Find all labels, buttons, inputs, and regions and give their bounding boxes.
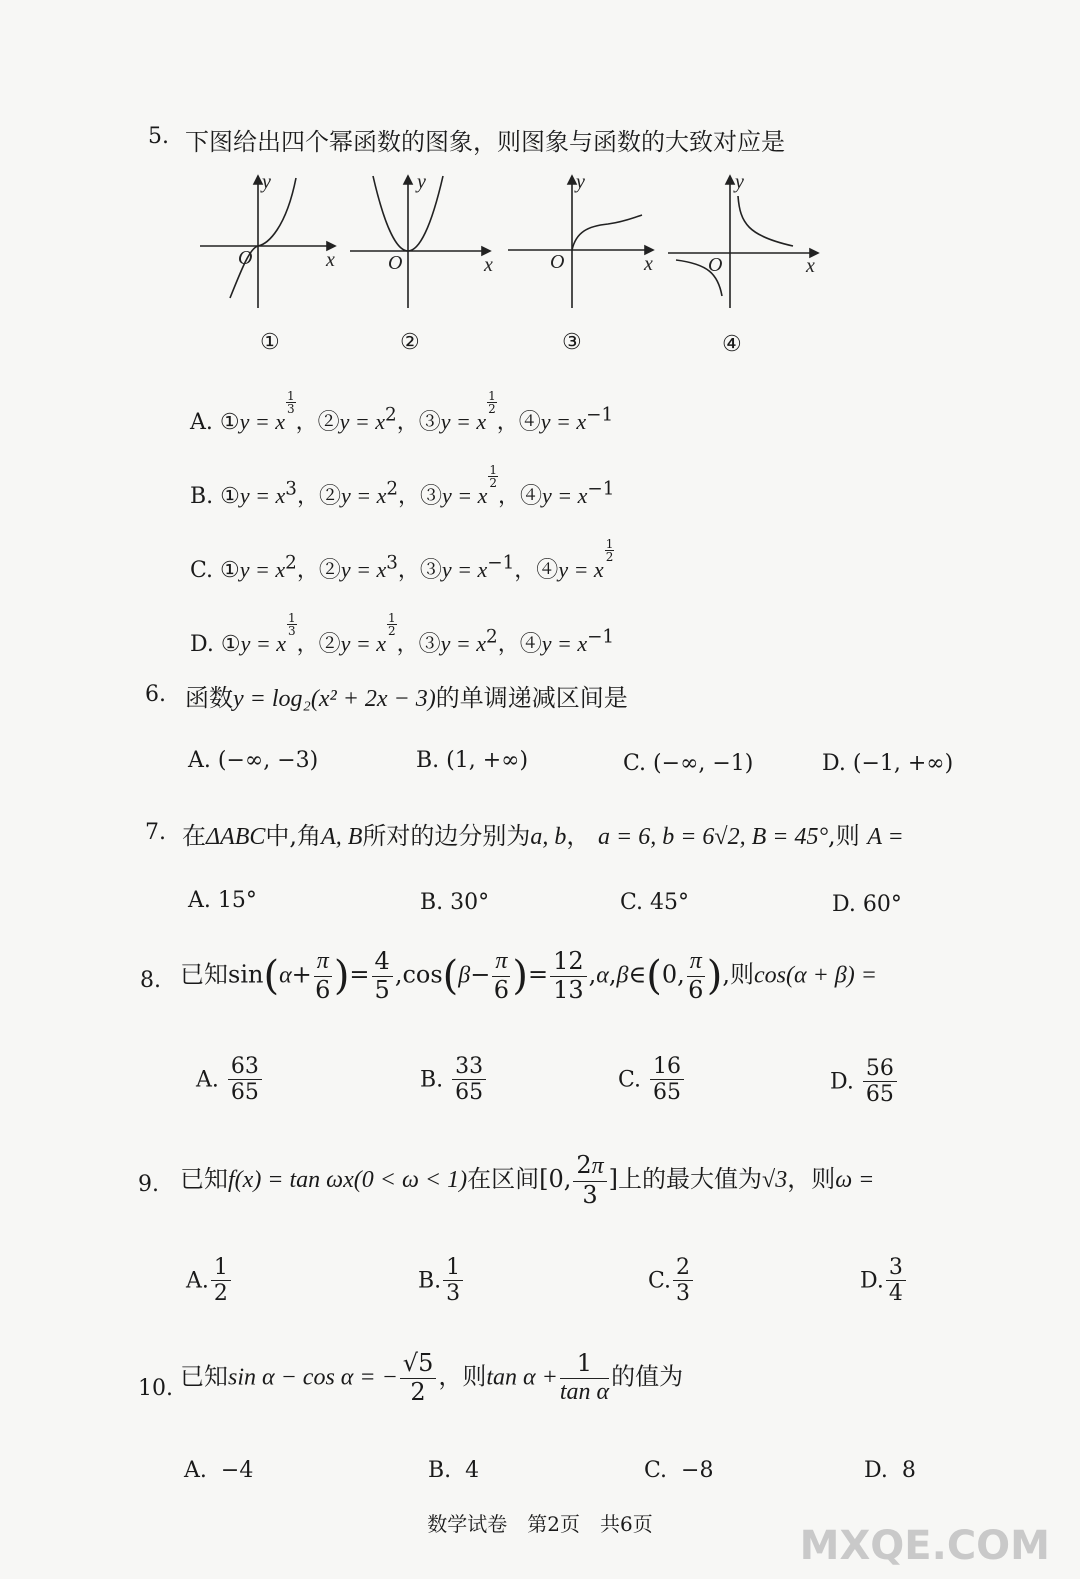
power-function-graphs [190,168,840,318]
question-6-stem: 函数y = log₂(x² + 2x − 3)的单调递减区间是 [185,684,628,712]
question-5-number: 5. [148,124,169,149]
graph-3-label: ③ [562,330,582,355]
question-5-stem: 下图给出四个幂函数的图象，则图象与函数的大致对应是 [185,128,785,156]
option-label: B. [190,484,214,509]
q9-option-d[interactable]: D. $\frac{3}{4}$ [860,1255,908,1307]
watermark: MXQE.COM [799,1523,1050,1569]
graph-1-x-label: x [326,249,335,271]
question-10-stem: 已知sin α − cos α = − $\frac{√5}{2}$ ，则tan α + $\frac{1}{\text{tan α}}$ 的值为 [180,1349,684,1406]
q7-option-d[interactable]: D. 60° [832,892,902,917]
q7-option-b[interactable]: B. 30° [420,890,490,915]
graph-3-origin: O [550,251,565,273]
q6-option-b[interactable]: B. (1, +∞) [416,748,529,773]
page-footer: 数学试卷 第2页 共6页 [427,1512,653,1536]
question-8-stem: 已知sin(α+ $\frac{\pi}{6}$ )= $\frac{4}{5}$ ,cos(β− $\frac{\pi}{6}$ )= $\frac{12}{13}$ ,α,β∈(0, $\frac{\pi}{6}$ ),则cos(α + β) = [180,947,877,1004]
q10-option-b[interactable]: B. 4 [428,1458,480,1483]
graph-1-label: ① [260,330,280,355]
q8-option-a[interactable]: A. $\frac{63}{65}$ [196,1054,264,1106]
q5-option-d[interactable]: D. ①y = x $\frac{1}{3}$ ，②y = x $\frac{1}{2}$ ，③y = $x^2$，④y = $x^{-1}$ [190,611,615,657]
question-7-number: 7. [145,820,166,845]
question-6-number: 6. [145,682,166,707]
q5-option-a[interactable]: A. ①y = x $\frac{1}{3}$ ，②y = $x^2$，③y = x $\frac{1}{2}$ ，④y = $x^{-1}$ [190,389,614,435]
q10-option-a[interactable]: A. −4 [184,1458,254,1483]
graph-2-y-label: y [417,171,426,193]
graph-3 [508,176,653,308]
question-9-number: 9. [138,1172,159,1197]
graph-2-x-label: x [484,254,493,276]
q9-option-b[interactable]: B. $\frac{1}{3}$ [418,1255,465,1307]
graph-1-origin: O [238,247,253,269]
q6-option-d[interactable]: D. (−1, +∞) [822,751,954,776]
graph-4-origin: O [708,254,723,276]
question-10-number: 10. [138,1376,173,1401]
q10-option-d[interactable]: D. 8 [864,1458,916,1483]
q6-option-c[interactable]: C. (−∞, −1) [623,751,754,776]
graph-4-y-label: y [735,171,744,193]
graph-2 [350,176,490,308]
q8-option-b[interactable]: B. $\frac{33}{65}$ [420,1054,488,1106]
q10-option-c[interactable]: C. −8 [644,1458,714,1483]
option-label: A. [190,410,213,435]
question-7-stem: 在ΔABC中,角A, B所对的边分别为a, b， a = 6, b = 6√2, B = 45°,则 A = [182,822,904,850]
q6-function: y = log₂(x² + 2x − 3) [233,686,436,712]
question-8-number: 8. [140,968,161,993]
graph-3-x-label: x [644,253,653,275]
question-9-stem: 已知f(x) = tan ωx(0 < ω < 1)在区间[0, $\frac{2\pi}{3}$ ]上的最大值为√3，则ω = [180,1151,875,1209]
q9-option-c[interactable]: C. $\frac{2}{3}$ [648,1255,695,1307]
option-label: C. [190,558,214,583]
q8-option-c[interactable]: C. $\frac{16}{65}$ [618,1054,686,1106]
graph-2-origin: O [388,252,403,274]
q7-option-c[interactable]: C. 45° [620,890,690,915]
graph-2-label: ② [400,330,420,355]
q7-option-a[interactable]: A. 15° [188,888,257,913]
q5-option-b[interactable]: B. ①y = $x^3$，②y = $x^2$，③y = x $\frac{1}{2}$ ，④y = $x^{-1}$ [190,463,615,509]
graph-4-x-label: x [806,255,815,277]
graph-4-label: ④ [722,332,742,357]
graph-3-y-label: y [576,171,585,193]
q8-option-d[interactable]: D. $\frac{56}{65}$ [830,1056,899,1108]
graph-4 [668,176,818,308]
option-label: D. [190,632,214,657]
graph-1 [200,176,335,308]
q5-option-c[interactable]: C. ①y = $x^2$，②y = $x^3$，③y = $x^{-1}$，④y = x $\frac{1}{2}$ [190,537,614,583]
q6-option-a[interactable]: A. (−∞, −3) [188,748,319,773]
q9-option-a[interactable]: A. $\frac{1}{2}$ [186,1255,233,1307]
graph-1-y-label: y [262,171,271,193]
